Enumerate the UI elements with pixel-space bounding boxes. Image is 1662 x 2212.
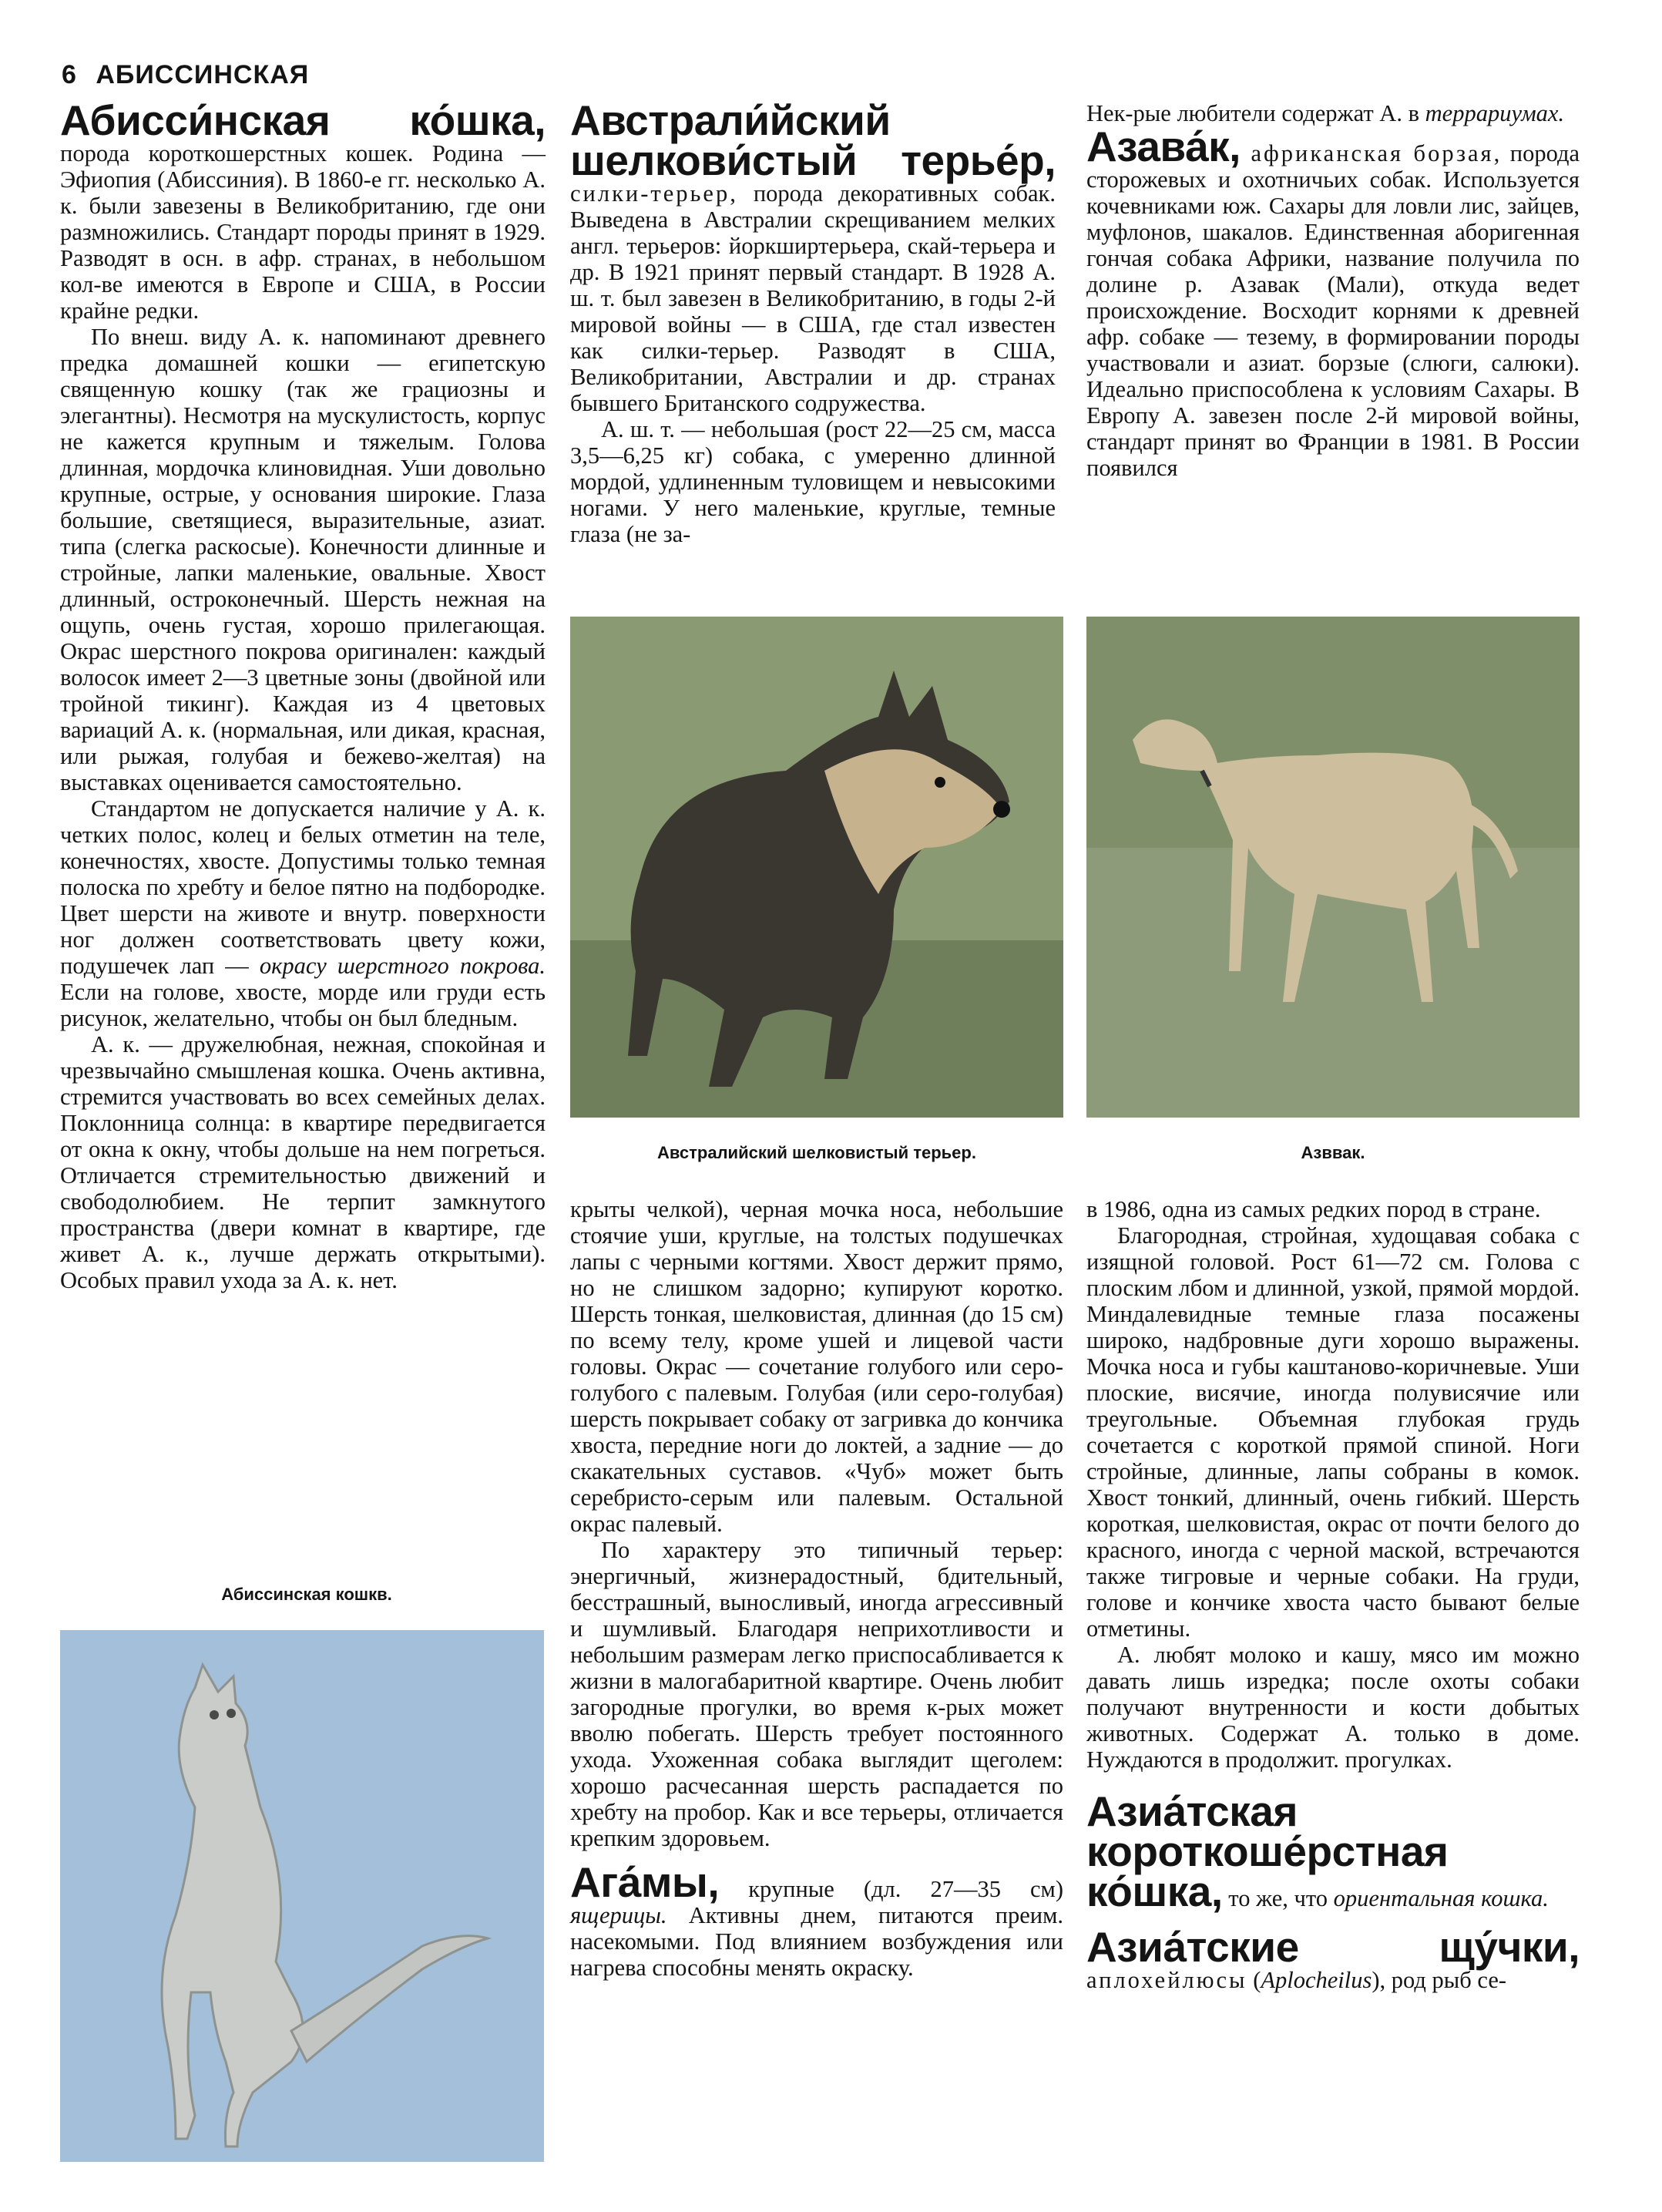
crossref-oriental-cat[interactable]: ориентальная кошка.	[1333, 1885, 1549, 1911]
crossref-lizards[interactable]: ящерицы.	[570, 1902, 667, 1928]
silky-terrier-paragraph-3: крыты челкой), черная мочка носа, небольшие стоячие уши, круглые, на толстых подушечках лапы с черными когтями. Хвост держит прямо, но не слишком задорно; купируют коротко. Шерсть тонкая, шелковистая, длинная (до 15 см) по всему телу, кроме ушей и лицевой части головы. Окрас — сочетание голубого или серо-голубого с палевым. Голубая (или серо-голубая) шерсть покрывает собаку от загривка до кончика хвоста, передние ноги до локтей, а задние — до скакательных суставов. «Чуб» может быть серебристо-серым или палевым. Остальной окрас палевый.	[570, 1196, 1063, 1537]
column-1	[60, 96, 546, 1293]
silky-terrier-paragraph-1: порода декоративных собак. Выведена в Австралии скрещиванием мелких англ. терьеров: йоркширтерьера, скай-терьера и др. В 1921 принят первый стандарт. В 1928 А. ш. т. был завезен в Великобританию, в годы 2-й мировой войны — в США, где стал известен как силки-терьер. Разводят в США, Великобритании, Австралии и др. странах бывшего Британского содружества.	[570, 180, 1056, 416]
abyssinian-paragraph-4: А. к. — дружелюбная, нежная, спокойная и чрезвычайно смышленая кошка. Очень активна, стремится участвовать во всех семейных делах. Поклонница солнца: в квартире передвигается от окна к окну, чтобы дольше на нем погреться. Отличается стремительностью движений и свободолюбием. Не терпит замкнутого пространства (двери комнат в квартире, где живет А. к., лучше держать открытыми). Особых правил ухода за А. к. нет.	[60, 1031, 546, 1293]
abyssinian-paragraph-3-text: Стандартом не допускается наличие у А. к. четких полос, колец и белых отметин на теле, конечностях, хвосте. Допустимы только темная полоска по хребту и белое пятно на подбородке. Цвет шерсти на животе и внутр. поверхности ног должен соответствовать цвету кожи, подушечек лап —	[60, 795, 546, 979]
agamas-text: Активны днем, питаются преим. насекомыми. Под влиянием возбуждения или нагрева способны менять окраску.	[570, 1902, 1063, 1981]
crossref-coat-color[interactable]: окрасу шерстного покрова.	[259, 953, 546, 979]
abyssinian-paragraph-2: По внеш. виду А. к. напоминают древнего предка домашней кошки — египетскую священную кошку (так же грациозны и элегантны). Несмотря на мускулистость, корпус не кажется крупным и тяжелым. Голова длинная, мордочка клиновидная. Уши довольно крупные, острые, у основания широкие. Глаза большие, светящиеся, выразительные, азиат. типа (слегка раскосые). Конечности длинные и стройные, лапки маленькие, овальные. Хвост длинный, остроконечный. Шерсть нежная на ощупь, очень густая, хорошо прилегающая. Окрас шерстного покрова оригинален: каждый волосок имеет 2—3 цветные зоны (двойной или тройной тикинг). Каждая из 4 цветовых вариаций А. к. (нормальная, или дикая, красная, или рыжая, голубая и бежево-желтая) на выставках оценивается самостоятельно.	[60, 324, 546, 795]
silky-terrier-paragraph-2: А. ш. т. — небольшая (рост 22—25 см, масса 3,5—6,25 кг) собака, с умеренно длинной мордой, удлиненным туловищем и невысокими ногами. У него маленькие, круглые, темные глаза (не за-	[570, 416, 1056, 547]
caption-azawakh: Азввак.	[1301, 1143, 1365, 1162]
photo-abyssinian-cat	[60, 1630, 544, 2162]
asian-pikes-alias: аплохейлюсы	[1086, 1967, 1247, 1993]
page-number: 6	[62, 60, 77, 89]
silky-terrier-paragraph-4: По характеру это типичный терьер: энергичный, жизнерадостный, бдительный, бесстрашный, выносливый, иногда агрессивный и шумливый. Благодаря неприхотливости и небольшим размерам легко приспосабливается к жизни в малогабаритной квартире. Очень любит загородные прогулки, во время к-рых может вволю побегать. Шерсть требует постоянного ухода. Ухоженная собака выглядит щеголем: хорошо расчесанная шерсть распадается по хребту на пробор. Как и все терьеры, отличается крепким здоровьем.	[570, 1537, 1063, 1851]
azawakh-paragraph-3: Благородная, стройная, худощавая собака с изящной головой. Рост 61—72 см. Голова с плоским лбом и длинной, узкой, прямой мордой. Миндалевидные темные глаза посажены широко, надбровные дуги хорошо выражены. Мочка носа и губы каштаново-коричневые. Уши плоские, висячие, иногда полувисячие или треугольные. Объемная глубокая грудь сочетается с короткой прямой спиной. Ноги стройные, длинные, лапы собраны в комок. Хвост тонкий, длинный, очень гибкий. Шерсть короткая, шелковистая, окрас от почти белого до красного, иногда с черной маской, встречаются также тигровые и черные собаки. На груди, голове и кончике хвоста часто бывают белые отметины.	[1086, 1222, 1580, 1642]
crossref-terrariums[interactable]: террариумах.	[1425, 100, 1565, 126]
asian-pikes-text: ), род рыб се-	[1372, 1967, 1507, 1993]
column-2-continued	[570, 1196, 1063, 1981]
headword-azawakh: Азава́к,	[1086, 123, 1241, 170]
running-head	[62, 60, 309, 90]
azawakh-paragraph-2: в 1986, одна из самых редких пород в стране.	[1086, 1196, 1541, 1222]
headword-australian-silky-terrier: Австрали́йский шелкови́стый терье́р,	[570, 96, 1056, 184]
photo-azawakh	[1086, 617, 1580, 1118]
caption-australian-silky-terrier: Австралийский шелковистый терьер.	[657, 1143, 976, 1162]
column-2	[570, 96, 1056, 547]
azawakh-alias: африканская борзая,	[1240, 140, 1503, 166]
column-3-continued	[1086, 1196, 1580, 1993]
abyssinian-paragraph-1: порода короткошерстных кошек. Родина — Эфиопия (Абиссиния). В 1860-е гг. несколько А. к. были завезены в Великобританию, где они размножились. Стандарт породы принят в 1929. Разводят в осн. в афр. странах, в небольшом кол-ве имеются в Европе и США, в России крайне редки.	[60, 140, 546, 324]
abyssinian-paragraph-3	[60, 795, 546, 1031]
headword-agamas: Ага́мы,	[570, 1858, 720, 1906]
azawakh-paragraph-4: А. любят молоко и кашу, мясо им можно давать лишь изредка; после охоты собаки получают внутренности и кости добытых животных. Содержат А. только в доме. Нуждаются в продолжит. прогулках.	[1086, 1642, 1580, 1773]
headword-asian-pikes: Азиа́тские щу́чки,	[1086, 1923, 1580, 1971]
silky-terrier-alias: силки-терьер,	[570, 180, 738, 207]
headword-abyssinian-cat: Абисси́нская ко́шка,	[60, 96, 546, 144]
column-3	[1086, 100, 1580, 481]
agamas-continuation: Нек-рые любители содержат А. в	[1086, 100, 1425, 126]
abyssinian-paragraph-3-end: Если на голове, хвосте, морде или груди есть рисунок, желательно, чтобы он был бледным.	[60, 979, 546, 1031]
headword-asian-shorthair: Азиа́тская короткоше́рстная ко́шка,	[1086, 1787, 1449, 1915]
asian-shorthair-definition: то же, что	[1222, 1885, 1334, 1911]
running-head-word: АБИССИНСКАЯ	[96, 60, 310, 89]
agamas-definition: крупные (дл. 27—35 см)	[719, 1876, 1063, 1902]
caption-abyssinian-cat: Абиссинская кошкв.	[221, 1585, 392, 1604]
latin-name-aplocheilus: Aplocheilus	[1261, 1967, 1372, 1993]
asian-pikes-paren-open: (	[1247, 1967, 1261, 1993]
azawakh-paragraph-1: порода сторожевых и охотничьих собак. Используется кочевниками юж. Сахары для ловли лис, зайцев, муфлонов, шакалов. Единственная аборигенная гончая собака Африки, название получила по долине р. Азавак (Мали), откуда ведет происхождение. Восходит корнями к древней афр. собаке — тезему, в формировании породы участвовали и азиат. борзые (слюги, салюки). Идеально приспособлена к условиям Сахары. В Европу А. завезен после 2-й мировой войны, стандарт принят во Франции в 1981. В России появился	[1086, 140, 1580, 481]
photo-australian-silky-terrier	[570, 617, 1063, 1118]
